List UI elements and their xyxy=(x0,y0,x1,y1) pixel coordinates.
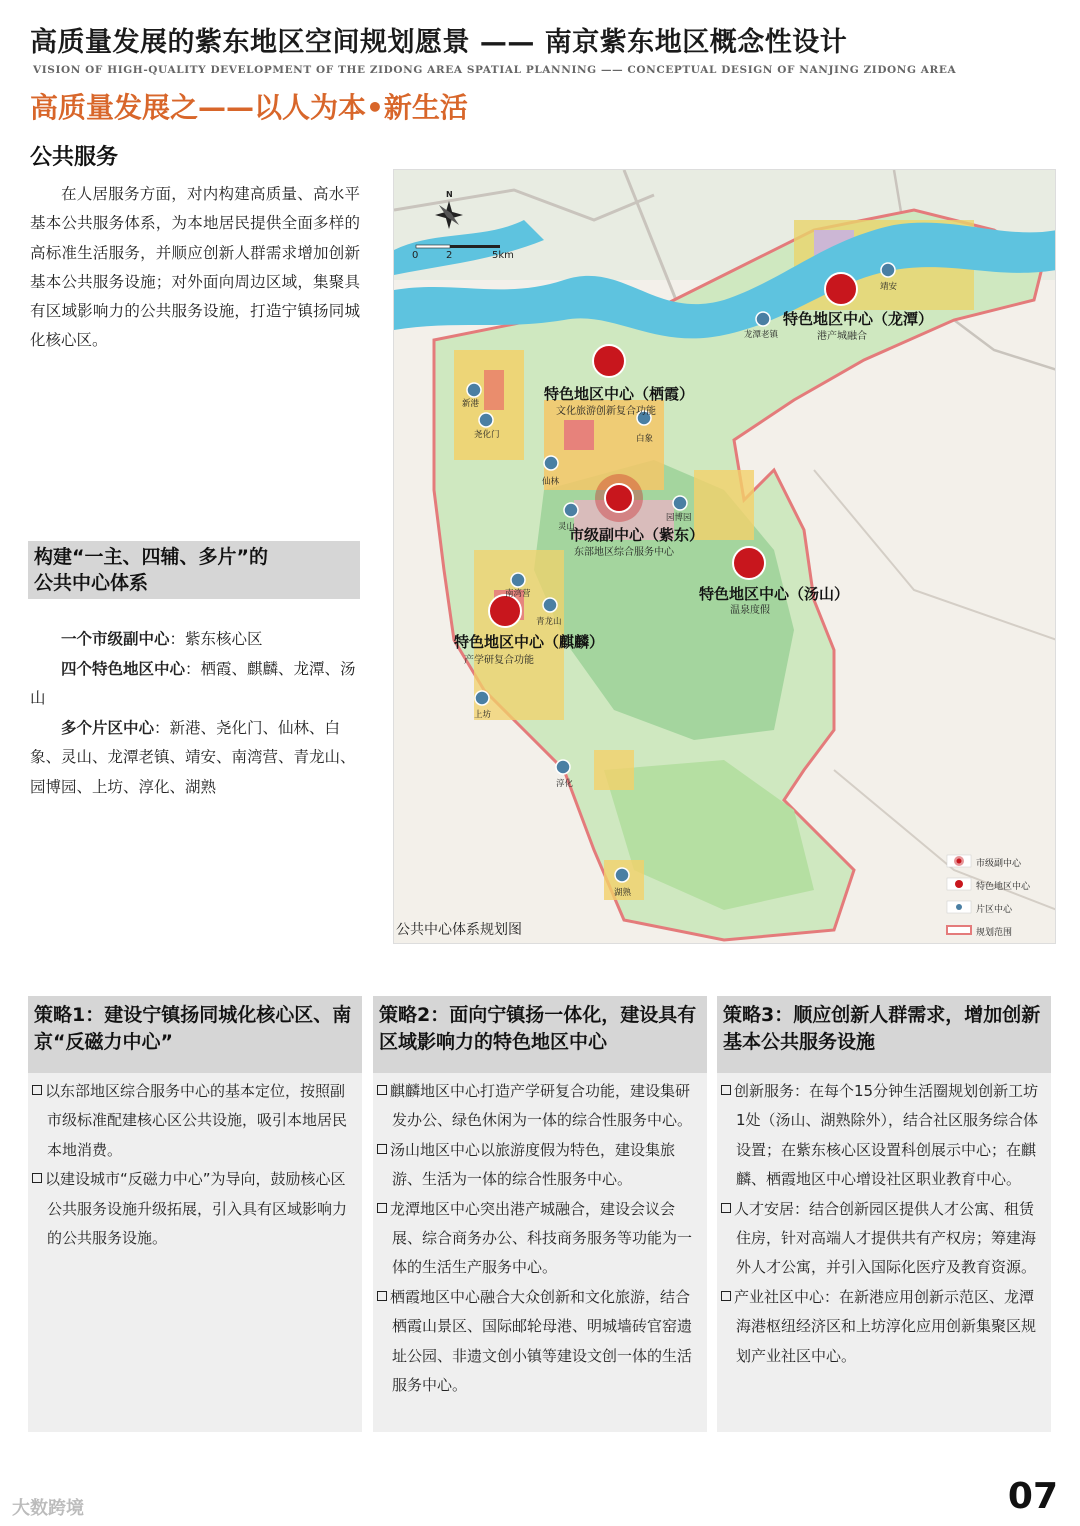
strategy-3-body xyxy=(717,1073,1051,1381)
strategy-1-head: 策略1：建设宁镇扬同城化核心区、南京“反磁力中心” xyxy=(28,996,362,1073)
legend-feature: 特色地区中心 xyxy=(976,882,1031,892)
strategy-2-head: 策略2：面向宁镇扬一体化，建设具有区域影响力的特色地区中心 xyxy=(373,996,707,1073)
tangshan-center-name: 特色地区中心（汤山） xyxy=(699,585,850,603)
district-qinglongshan: 青龙山 xyxy=(536,617,562,627)
district-xianlin: 仙林 xyxy=(542,477,560,487)
system-title-line1: 构建“一主、四辅、多片”的 xyxy=(34,546,268,568)
strategy-3 xyxy=(717,996,1051,1432)
system-title-box xyxy=(28,541,360,599)
tangshan-center-desc: 温泉度假 xyxy=(730,605,770,616)
legend-boundary: 规划范围 xyxy=(976,928,1013,938)
intro-paragraph: 在人居服务方面，对内构建高质量、高水平基本公共服务体系，为本地居民提供全面多样的高标准生活服务，并顺应创新人群需求增加创新基本公共服务设施；对外面向周边区域，集聚具有区域影响力的公共服务设施，打造宁镇扬同城化核心区。 xyxy=(30,185,360,350)
district-nanwanying: 南湾营 xyxy=(505,589,531,599)
longtan-center-dot xyxy=(825,273,857,305)
district-yuanboyuan: 园博园 xyxy=(666,513,692,523)
strategy-2-item: 龙潭地区中心突出港产城融合，建设会议会展、综合商务办公、科技商务服务等功能为一体的生活生产服务中心。 xyxy=(377,1195,703,1283)
system-item-1: 一个市级副中心：紫东核心区 xyxy=(61,630,263,648)
system-item-2: 四个特色地区中心：栖霞、麒麟、龙潭、汤山 xyxy=(30,659,356,707)
scale-0: 0 xyxy=(412,250,419,261)
strategy-3-head: 策略3：顺应创新人群需求，增加创新基本公共服务设施 xyxy=(717,996,1051,1073)
system-title-line2: 公共中心体系 xyxy=(34,572,149,594)
district-lingshan: 灵山 xyxy=(558,522,576,532)
scale-2: 2 xyxy=(446,250,453,261)
district-xingang: 新港 xyxy=(462,399,480,409)
district-longtan-old: 龙潭老镇 xyxy=(744,330,779,340)
strategy-2 xyxy=(373,996,707,1432)
qilin-center-name: 特色地区中心（麒麟） xyxy=(454,633,605,651)
tangshan-center-dot xyxy=(733,547,765,579)
district-shangfang: 上坊 xyxy=(474,710,492,720)
strategy-1-item: 以建设城市“反磁力中心”为导向，鼓励核心区公共服务设施升级拓展，引入具有区域影响力的公共服务设施。 xyxy=(32,1165,358,1253)
district-yaohuamen: 尧化门 xyxy=(474,430,500,440)
longtan-center-name: 特色地区中心（龙潭） xyxy=(783,310,934,328)
map-canvas xyxy=(394,170,1056,944)
map-caption: 公共中心体系规划图 xyxy=(396,922,522,938)
qixia-center-desc: 文化旅游创新复合功能 xyxy=(556,406,656,417)
strategy-3-item: 人才安居：结合创新园区提供人才公寓、租赁住房，针对高端人才提供共有产权房；筹建海外人才公寓，并引入国际化医疗及教育资源。 xyxy=(721,1195,1047,1283)
strategy-1-item: 以东部地区综合服务中心的基本定位，按照副市级标准配建核心区公共设施，吸引本地居民本地消费。 xyxy=(32,1077,358,1165)
strategy-1-body xyxy=(28,1073,362,1263)
watermark-logo: 大数跨境 xyxy=(12,1498,84,1519)
legend-city-sub: 市级副中心 xyxy=(976,859,1022,869)
page-title: 高质量发展的紫东地区空间规划愿景 —— 南京紫东地区概念性设计 xyxy=(30,27,848,58)
strategy-2-item: 汤山地区中心以旅游度假为特色，建设集旅游、生活为一体的综合性服务中心。 xyxy=(377,1136,703,1195)
scale-5: 5km xyxy=(492,250,514,261)
system-item-3: 多个片区中心：新港、尧化门、仙林、白象、灵山、龙潭老镇、靖安、南湾营、青龙山、园博园、上坊、淳化、湖熟 xyxy=(30,718,356,796)
qixia-center-dot xyxy=(593,345,625,377)
zidong-center-desc: 东部地区综合服务中心 xyxy=(574,547,674,558)
strategy-1 xyxy=(28,996,362,1432)
qilin-center-dot xyxy=(489,595,521,627)
zidong-center-name: 市级副中心（紫东） xyxy=(569,526,705,544)
system-list xyxy=(30,625,365,802)
page-subtitle-en: VISION OF HIGH-QUALITY DEVELOPMENT OF THE ZIDONG AREA SPATIAL PLANNING —— CONCEPTUAL DESIGN OF NANJING ZIDONG AREA xyxy=(33,64,957,76)
district-chunhua: 淳化 xyxy=(556,779,574,789)
strategy-3-item: 创新服务：在每个15分钟生活圈规划创新工坊1处（汤山、湖熟除外），结合社区服务综合体设置；在紫东核心区设置科创展示中心；在麒麟、栖霞地区中心增设社区职业教育中心。 xyxy=(721,1077,1047,1195)
zidong-center-dot xyxy=(605,484,633,512)
district-baixiang: 白象 xyxy=(636,434,654,444)
longtan-center-desc: 港产城融合 xyxy=(817,331,867,342)
district-hushu: 湖熟 xyxy=(614,888,632,898)
strategy-3-item: 产业社区中心：在新港应用创新示范区、龙潭海港枢纽经济区和上坊淳化应用创新集聚区规划产业社区中心。 xyxy=(721,1283,1047,1371)
qilin-center-desc: 产学研复合功能 xyxy=(464,655,534,666)
public-service-heading: 公共服务 xyxy=(30,145,119,170)
strategy-2-item: 麒麟地区中心打造产学研复合功能，建设集研发办公、绿色休闲为一体的综合性服务中心。 xyxy=(377,1077,703,1136)
strategy-2-body xyxy=(373,1073,707,1410)
legend-district: 片区中心 xyxy=(976,905,1013,915)
public-center-map xyxy=(393,169,1056,944)
north-label: N xyxy=(446,190,453,199)
page-number: 07 xyxy=(1007,1476,1058,1517)
district-jingan: 靖安 xyxy=(880,282,898,292)
strategy-2-item: 栖霞地区中心融合大众创新和文化旅游，结合栖霞山景区、国际邮轮母港、明城墙砖官窑遗址公园、非遗文创小镇等建设文创一体的生活服务中心。 xyxy=(377,1283,703,1401)
qixia-center-name: 特色地区中心（栖霞） xyxy=(544,385,695,403)
section-title: 高质量发展之——以人为本•新生活 xyxy=(30,91,468,124)
scale-bar xyxy=(416,245,500,248)
